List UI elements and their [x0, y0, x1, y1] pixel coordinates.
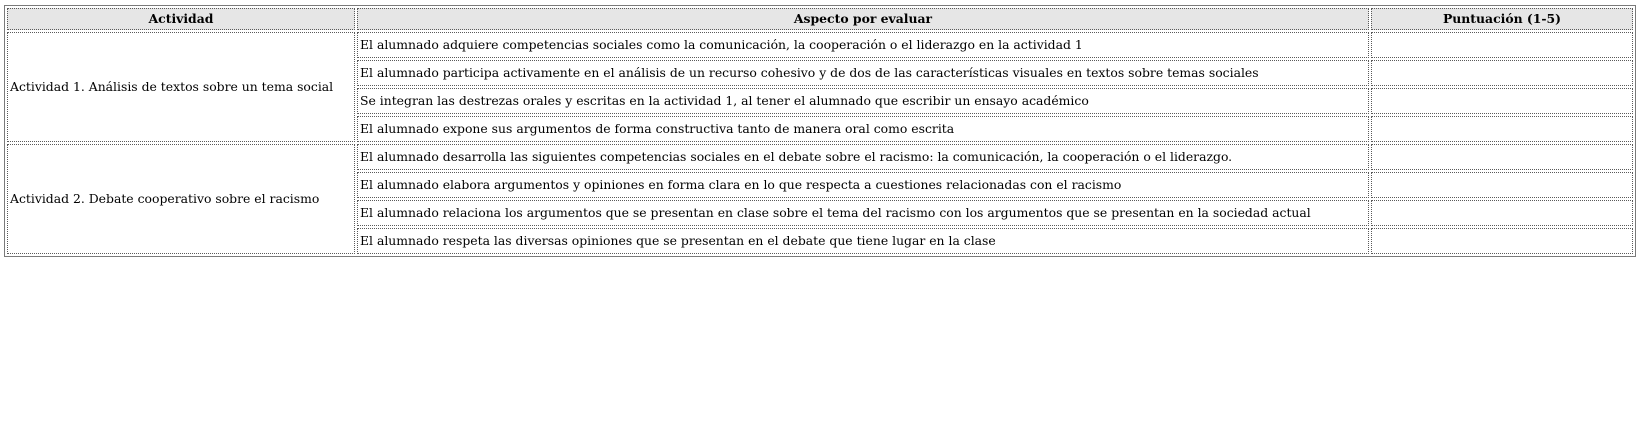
score-cell[interactable]	[1371, 60, 1633, 86]
aspect-cell: El alumnado adquiere competencias sociales como la comunicación, la cooperación o el liderazgo en la actividad 1	[357, 32, 1369, 58]
score-cell[interactable]	[1371, 32, 1633, 58]
aspect-cell: El alumnado relaciona los argumentos que se presentan en clase sobre el tema del racismo con los argumentos que se presentan en la sociedad actual	[357, 200, 1369, 226]
aspect-cell: El alumnado expone sus argumentos de forma constructiva tanto de manera oral como escrita	[357, 116, 1369, 142]
header-activity: Actividad	[7, 8, 355, 30]
score-cell[interactable]	[1371, 144, 1633, 170]
aspect-cell: El alumnado respeta las diversas opiniones que se presentan en el debate que tiene lugar en la clase	[357, 228, 1369, 254]
aspect-cell: El alumnado elabora argumentos y opiniones en forma clara en lo que respecta a cuestiones relacionadas con el racismo	[357, 172, 1369, 198]
score-cell[interactable]	[1371, 116, 1633, 142]
table-body	[7, 32, 1633, 254]
score-cell[interactable]	[1371, 228, 1633, 254]
activity-cell: Actividad 2. Debate cooperativo sobre el racismo	[7, 144, 355, 254]
header-score: Puntuación (1-5)	[1371, 8, 1633, 30]
table-row	[7, 144, 1633, 170]
aspect-cell: El alumnado desarrolla las siguientes competencias sociales en el debate sobre el racismo: la comunicación, la cooperación o el liderazgo.	[357, 144, 1369, 170]
evaluation-rubric-table	[4, 5, 1636, 257]
score-cell[interactable]	[1371, 200, 1633, 226]
table-row	[7, 32, 1633, 58]
activity-cell: Actividad 1. Análisis de textos sobre un tema social	[7, 32, 355, 142]
score-cell[interactable]	[1371, 88, 1633, 114]
table-header	[7, 8, 1633, 30]
score-cell[interactable]	[1371, 172, 1633, 198]
aspect-cell: Se integran las destrezas orales y escritas en la actividad 1, al tener el alumnado que escribir un ensayo académico	[357, 88, 1369, 114]
header-row	[7, 8, 1633, 30]
aspect-cell: El alumnado participa activamente en el análisis de un recurso cohesivo y de dos de las características visuales en textos sobre temas sociales	[357, 60, 1369, 86]
header-aspect: Aspecto por evaluar	[357, 8, 1369, 30]
